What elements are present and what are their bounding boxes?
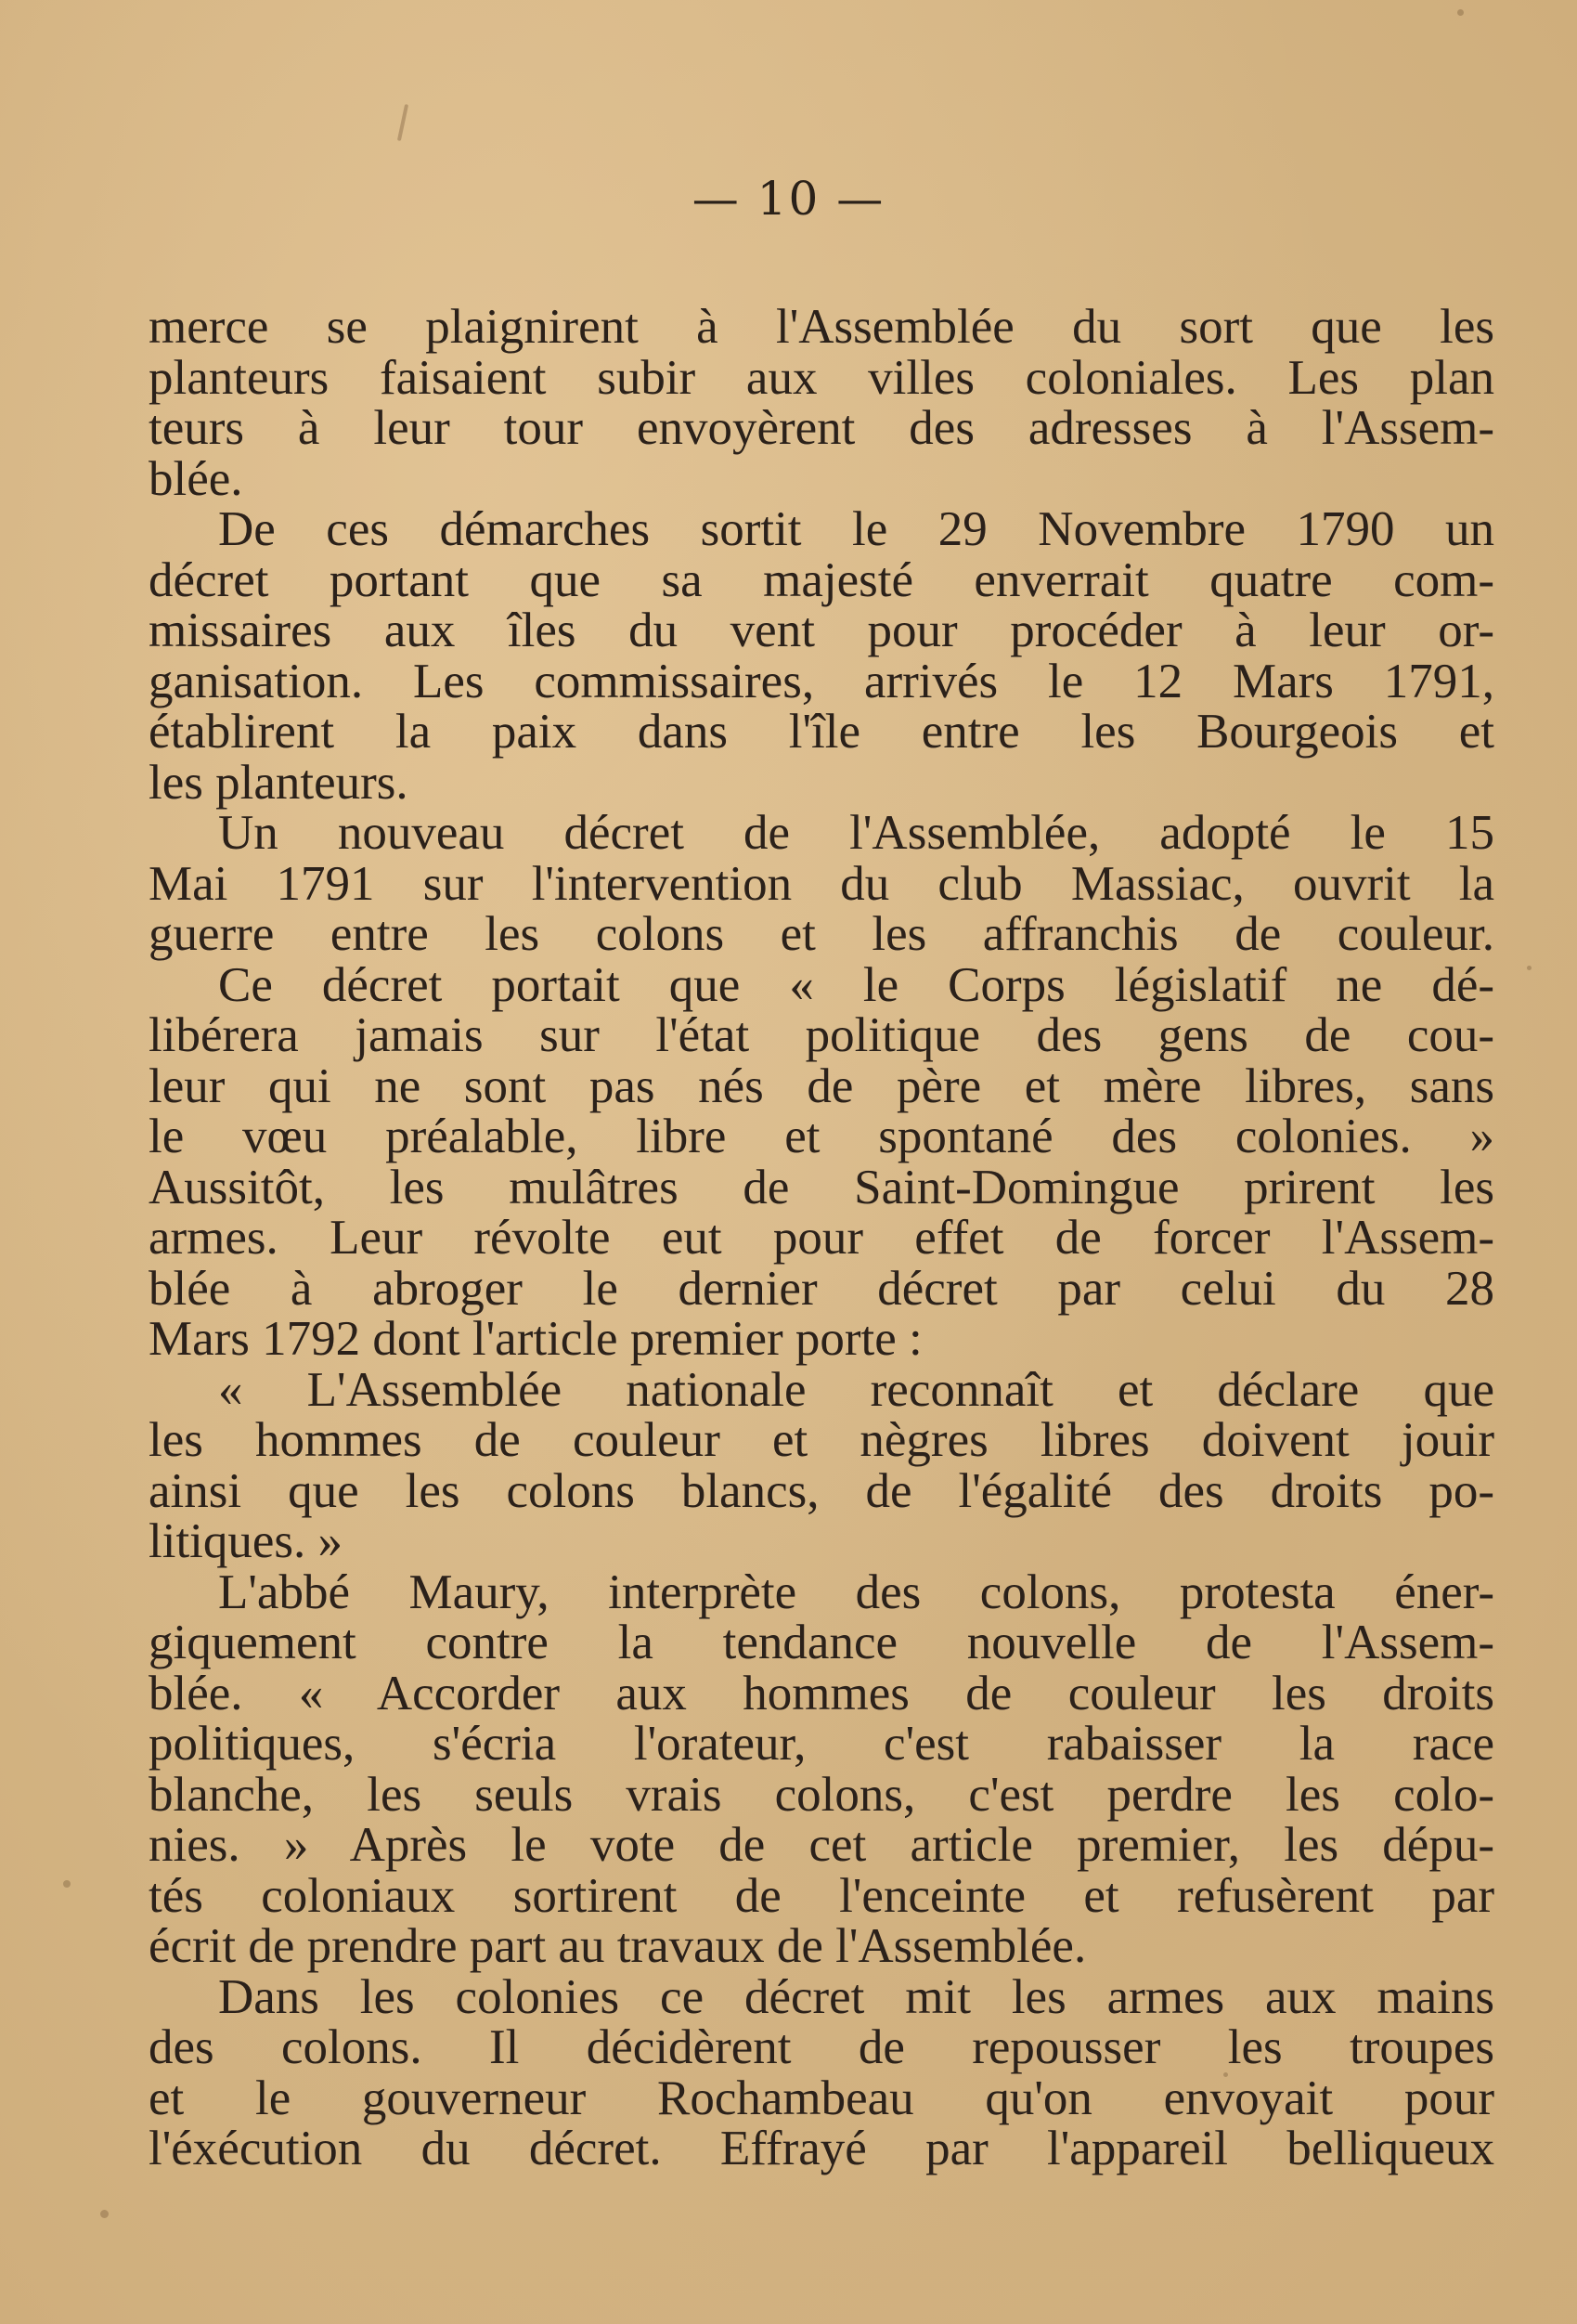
text-line: blanche, les seuls vrais colons, c'est perdre les colo- (149, 1767, 1494, 1822)
paper-speck (100, 2210, 109, 2218)
text-line: les hommes de couleur et nègres libres doivent jouir (149, 1413, 1494, 1467)
text-line: le vœu préalable, libre et spontané des colonies. » (149, 1110, 1494, 1163)
text-line: politiques, s'écria l'orateur, c'est rabaisser la race (149, 1717, 1494, 1771)
paper-speck (1527, 966, 1532, 970)
text-line: planteurs faisaient subir aux villes coloniales. Les plan (149, 350, 1494, 405)
text-line: Aussitôt, les mulâtres de Saint-Domingue prirent les (149, 1160, 1494, 1214)
paper-speck (397, 104, 408, 141)
text-line: écrit de prendre part au travaux de l'Assemblée. (149, 1919, 1087, 1973)
text-line: ganisation. Les commissaires, arrivés le 12 Mars 1791, (149, 654, 1494, 708)
text-line: les planteurs. (149, 755, 408, 810)
text-line: Ce décret portait que « le Corps législatif ne dé- (218, 957, 1494, 1012)
text-line: teurs à leur tour envoyèrent des adresses à l'Assem- (149, 401, 1494, 455)
text-line: guerre entre les colons et les affranchis de couleur. (149, 907, 1494, 961)
text-line: merce se plaignirent à l'Assemblée du sort que les (149, 300, 1494, 354)
text-line: blée à abroger le dernier décret par celui du 28 (149, 1261, 1494, 1316)
text-line: Dans les colonies ce décret mit les armes aux mains (218, 1969, 1494, 2024)
text-line: blée. « Accorder aux hommes de couleur les droits (149, 1666, 1494, 1720)
text-line: missaires aux îles du vent pour procéder à leur or- (149, 604, 1494, 657)
text-line: Mai 1791 sur l'intervention du club Massiac, ouvrit la (149, 856, 1494, 911)
text-line: établirent la paix dans l'île entre les Bourgeois et (149, 705, 1494, 759)
text-line: nies. » Après le vote de cet article premier, les dépu- (149, 1818, 1494, 1872)
text-line: De ces démarches sortit le 29 Novembre 1790 un (218, 502, 1494, 556)
text-line: décret portant que sa majesté enverrait quatre com- (149, 552, 1494, 607)
text-line: litiques. » (149, 1514, 343, 1568)
text-line: Un nouveau décret de l'Assemblée, adopté le 15 (218, 806, 1494, 860)
text-line: libérera jamais sur l'état politique des gens de cou- (149, 1008, 1494, 1062)
text-line: L'abbé Maury, interprète des colons, protesta éner- (218, 1564, 1494, 1619)
text-line: et le gouverneur Rochambeau qu'on envoyait pour (149, 2071, 1494, 2125)
text-line: « L'Assemblée nationale reconnaît et déclare que (218, 1362, 1494, 1417)
body-text (149, 302, 1494, 2175)
text-line: armes. Leur révolte eut pour effet de forcer l'Assem- (149, 1211, 1494, 1265)
text-line: giquement contre la tendance nouvelle de l'Assem- (149, 1616, 1494, 1669)
paper-speck (63, 1880, 71, 1888)
text-line: l'éxécution du décret. Effrayé par l'appareil belliqueux (149, 2122, 1494, 2175)
text-line: des colons. Il décidèrent de repousser les troupes (149, 2020, 1494, 2074)
text-line: tés coloniaux sortirent de l'enceinte et refusèrent par (149, 1868, 1494, 1923)
text-line: Mars 1792 dont l'article premier porte : (149, 1312, 923, 1366)
text-line: blée. (149, 451, 243, 506)
text-line: ainsi que les colons blancs, de l'égalité des droits po- (149, 1463, 1494, 1518)
text-line: leur qui ne sont pas nés de père et mère libres, sans (149, 1058, 1494, 1113)
paper-speck (1457, 9, 1464, 16)
page-number: — 10 — (692, 172, 885, 226)
